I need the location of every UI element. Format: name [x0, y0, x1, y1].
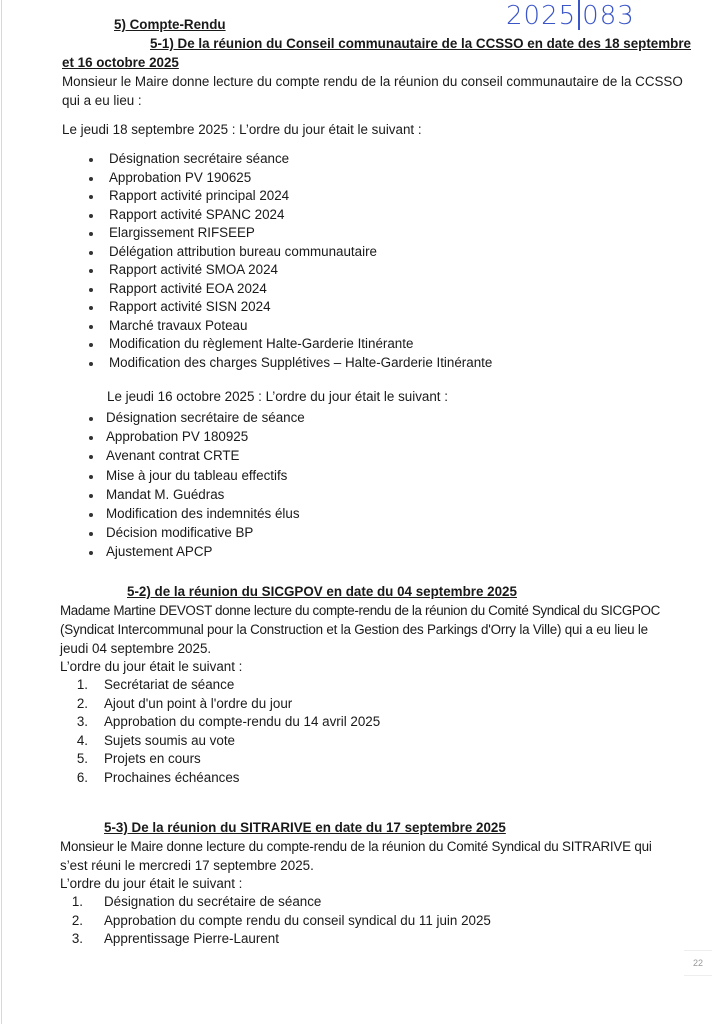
list-item: Prochaines échéances	[104, 770, 240, 785]
bullet-icon	[89, 195, 93, 199]
bullet-icon	[89, 306, 93, 310]
bullet-icon	[89, 417, 93, 421]
meeting1-label: Le jeudi 18 septembre 2025 : L’ordre du jour était le suivant :	[62, 122, 422, 137]
bullet-icon	[89, 343, 93, 347]
stamp-year: 2025	[506, 1, 577, 31]
list-item: Elargissement RIFSEEP	[109, 225, 255, 240]
list-item: Désignation secrétaire séance	[109, 151, 290, 166]
list-item: Ajout d'un point à l'ordre du jour	[104, 695, 293, 711]
list-item: Modification du règlement Halte-Garderie Itinérante	[109, 336, 414, 351]
list-item: Projets en cours	[104, 751, 201, 767]
list-item: Rapport activité SPANC 2024	[109, 206, 285, 222]
bullet-icon	[89, 362, 93, 366]
bullet-icon	[89, 232, 93, 236]
bullet-icon	[89, 288, 93, 292]
bullet-icon	[89, 513, 93, 517]
subsection-1-heading-line2: et 16 octobre 2025	[62, 55, 179, 70]
subsection-3-heading: 5-3) De la réunion du SITRARIVE en date du 17 septembre 2025	[104, 820, 506, 835]
subsection-2-agenda-label: L’ordre du jour était le suivant :	[60, 659, 243, 674]
list-item: Décision modificative BP	[106, 525, 254, 541]
bullet-icon	[89, 214, 93, 218]
page-number: 22	[684, 950, 712, 976]
bullet-icon	[89, 475, 93, 479]
subsection-2-heading: 5-2) de la réunion du SICGPOV en date du 04 septembre 2025	[127, 584, 517, 599]
bullet-icon	[89, 251, 93, 255]
list-number: 2.	[76, 695, 88, 711]
list-number: 1.	[71, 894, 83, 909]
bullet-icon	[89, 177, 93, 181]
bullet-icon	[89, 269, 93, 273]
subsection-1-intro-line2: qui a eu lieu :	[62, 93, 142, 108]
list-item: Désignation du secrétaire de séance	[104, 894, 322, 909]
list-item: Marché travaux Poteau	[109, 317, 248, 333]
bullet-icon	[89, 436, 93, 440]
section-title: 5) Compte-Rendu	[114, 17, 226, 32]
bullet-icon	[89, 455, 93, 459]
scan-edge	[1, 0, 2, 1024]
subsection-3-agenda-label: L’ordre du jour était le suivant :	[60, 876, 243, 891]
list-number: 1.	[76, 677, 88, 692]
bullet-icon	[89, 551, 93, 555]
subsection-2-para-line1: Madame Martine DEVOST donne lecture du compte-rendu de la réunion du Comité Syndical du SICGPOC	[60, 603, 660, 618]
subsection-3-para-line1: Monsieur le Maire donne lecture du compte-rendu de la réunion du Comité Syndical du SITRARIVE qui	[60, 839, 652, 854]
list-item: Avenant contrat CRTE	[106, 448, 240, 464]
subsection-2-para-line3: jeudi 04 septembre 2025.	[60, 641, 212, 656]
list-number: 6.	[76, 770, 88, 785]
subsection-3-para-line2: s’est réuni le mercredi 17 septembre 2025.	[60, 858, 314, 873]
subsection-2-para-line2: (Syndicat Intercommunal pour la Construction et la Gestion des Parkings d'Orry la Ville) qui a eu lieu le	[60, 622, 648, 637]
list-item: Mandat M. Guédras	[106, 486, 225, 502]
list-number: 2.	[71, 912, 83, 928]
list-item: Apprentissage Pierre-Laurent	[104, 931, 279, 947]
stamp-number: 083	[582, 1, 635, 31]
list-item: Sujets soumis au vote	[104, 732, 235, 748]
stamp-separator	[578, 0, 580, 30]
list-item: Ajustement APCP	[106, 544, 213, 560]
subsection-1-intro-line1: Monsieur le Maire donne lecture du compte rendu de la réunion du conseil communautaire de la CCSSO	[62, 74, 683, 89]
list-number: 5.	[76, 751, 88, 767]
list-item: Approbation du compte-rendu du 14 avril 2025	[104, 714, 381, 730]
handwritten-reference-stamp	[506, 0, 635, 31]
list-item: Rapport activité SISN 2024	[109, 299, 271, 314]
list-item: Modification des indemnités élus	[106, 506, 300, 521]
list-number: 4.	[76, 732, 88, 748]
bullet-icon	[89, 158, 93, 162]
list-item: Rapport activité SMOA 2024	[109, 262, 278, 277]
list-item: Désignation secrétaire de séance	[106, 410, 305, 425]
bullet-icon	[89, 532, 93, 536]
meeting2-label: Le jeudi 16 octobre 2025 : L’ordre du jour était le suivant :	[107, 389, 448, 404]
list-item: Secrétariat de séance	[104, 677, 235, 692]
list-item: Approbation PV 190625	[109, 169, 252, 185]
bullet-icon	[89, 325, 93, 329]
list-number: 3.	[71, 931, 83, 947]
list-item: Rapport activité EOA 2024	[109, 280, 267, 296]
list-item: Approbation du compte rendu du conseil syndical du 11 juin 2025	[104, 912, 491, 928]
list-item: Modification des charges Supplétives – Halte-Garderie Itinérante	[109, 354, 493, 370]
list-item: Rapport activité principal 2024	[109, 188, 290, 203]
list-item: Approbation PV 180925	[106, 429, 249, 445]
subsection-1-heading-line1: 5-1) De la réunion du Conseil communautaire de la CCSSO en date des 18 septembre	[150, 36, 691, 51]
list-item: Délégation attribution bureau communautaire	[109, 243, 377, 259]
list-number: 3.	[76, 714, 88, 730]
list-item: Mise à jour du tableau effectifs	[106, 467, 288, 483]
bullet-icon	[89, 494, 93, 498]
